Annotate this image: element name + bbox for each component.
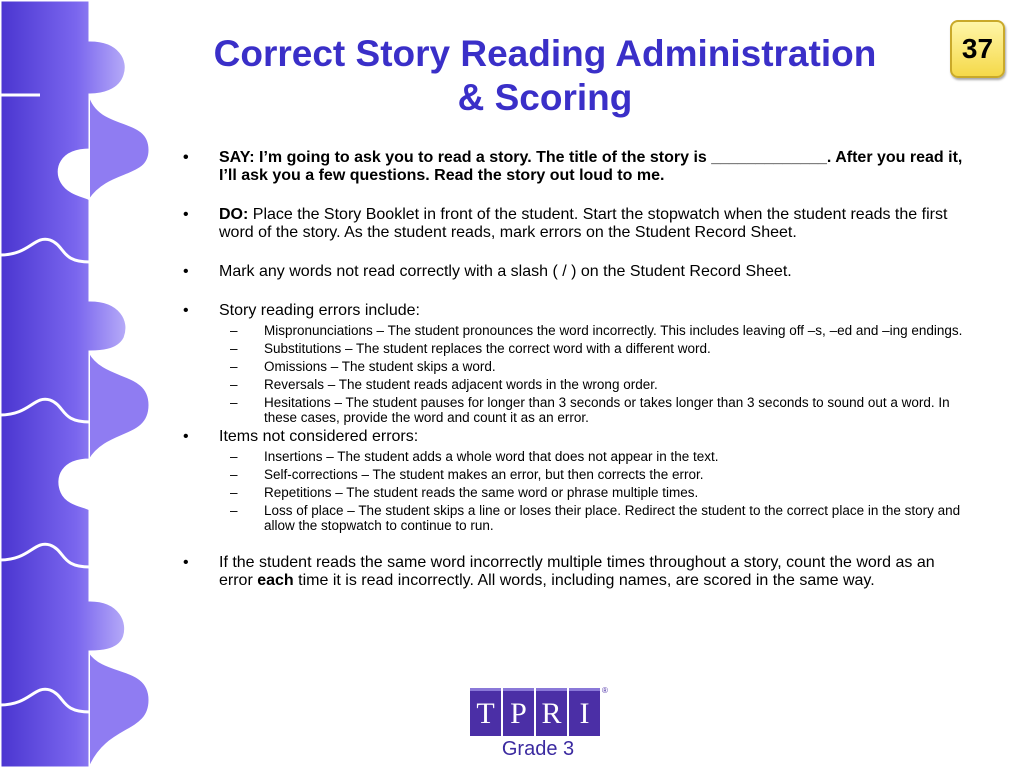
logo-letter: P bbox=[503, 688, 534, 736]
non-error-item: – Loss of place – The student skips a line or loses their place. Redirect the student to the correct place in the story and allow the stopwatch to continue to run. bbox=[180, 503, 965, 533]
slide-title-line-2: & Scoring bbox=[457, 77, 633, 118]
error-item: – Reversals – The student reads adjacent words in the wrong order. bbox=[180, 377, 965, 392]
final-text-post: time it is read incorrectly. All words, including names, are scored in the same way. bbox=[293, 572, 875, 589]
non-error-item: – Self-corrections – The student makes an error, but then corrects the error. bbox=[180, 467, 965, 482]
final-text-pre: If the student reads the same word incorrectly multiple times throughout a story, count the word as an error bbox=[219, 554, 935, 589]
error-item: – Omissions – The student skips a word. bbox=[180, 359, 965, 374]
logo-letter: T bbox=[470, 688, 501, 736]
slide-number-badge: 37 bbox=[950, 20, 1005, 78]
puzzle-border-decoration bbox=[0, 0, 160, 768]
registered-mark: ® bbox=[602, 686, 608, 695]
slide-title bbox=[165, 32, 925, 120]
bullet-not-errors-header: • Items not considered errors: bbox=[180, 428, 965, 446]
do-label: DO: bbox=[219, 206, 249, 223]
non-error-item: – Repetitions – The student reads the same word or phrase multiple times. bbox=[180, 485, 965, 500]
error-item: – Mispronunciations – The student pronounces the word incorrectly. This includes leaving off –s, –ed and –ing endings. bbox=[180, 323, 965, 338]
tpri-logo bbox=[470, 688, 610, 768]
slide-content bbox=[180, 149, 965, 590]
do-text: Place the Story Booklet in front of the student. Start the stopwatch when the student reads the first word of the story. As the student reads, mark errors on the Student Record Sheet. bbox=[219, 206, 948, 241]
bullet-final bbox=[180, 554, 965, 590]
bullet-do bbox=[180, 206, 965, 242]
bullet-say: • SAY: I’m going to ask you to read a story. The title of the story is _____________. After you read it, I’ll ask you a few questions. Read the story out loud to me. bbox=[180, 149, 965, 185]
slide-title-line-1: Correct Story Reading Administration bbox=[213, 33, 877, 74]
bullet-errors-header: • Story reading errors include: bbox=[180, 302, 965, 320]
bullet-mark: • Mark any words not read correctly with a slash ( / ) on the Student Record Sheet. bbox=[180, 263, 965, 281]
final-text-bold: each bbox=[257, 572, 294, 589]
logo-letter: R bbox=[536, 688, 567, 736]
grade-label: Grade 3 bbox=[501, 738, 575, 760]
logo-letter: I bbox=[569, 688, 600, 736]
error-item: – Hesitations – The student pauses for longer than 3 seconds or takes longer than 3 seconds to sound out a word. In these cases, provide the word and count it as an error. bbox=[180, 395, 965, 425]
error-item: – Substitutions – The student replaces the correct word with a different word. bbox=[180, 341, 965, 356]
non-error-item: – Insertions – The student adds a whole word that does not appear in the text. bbox=[180, 449, 965, 464]
